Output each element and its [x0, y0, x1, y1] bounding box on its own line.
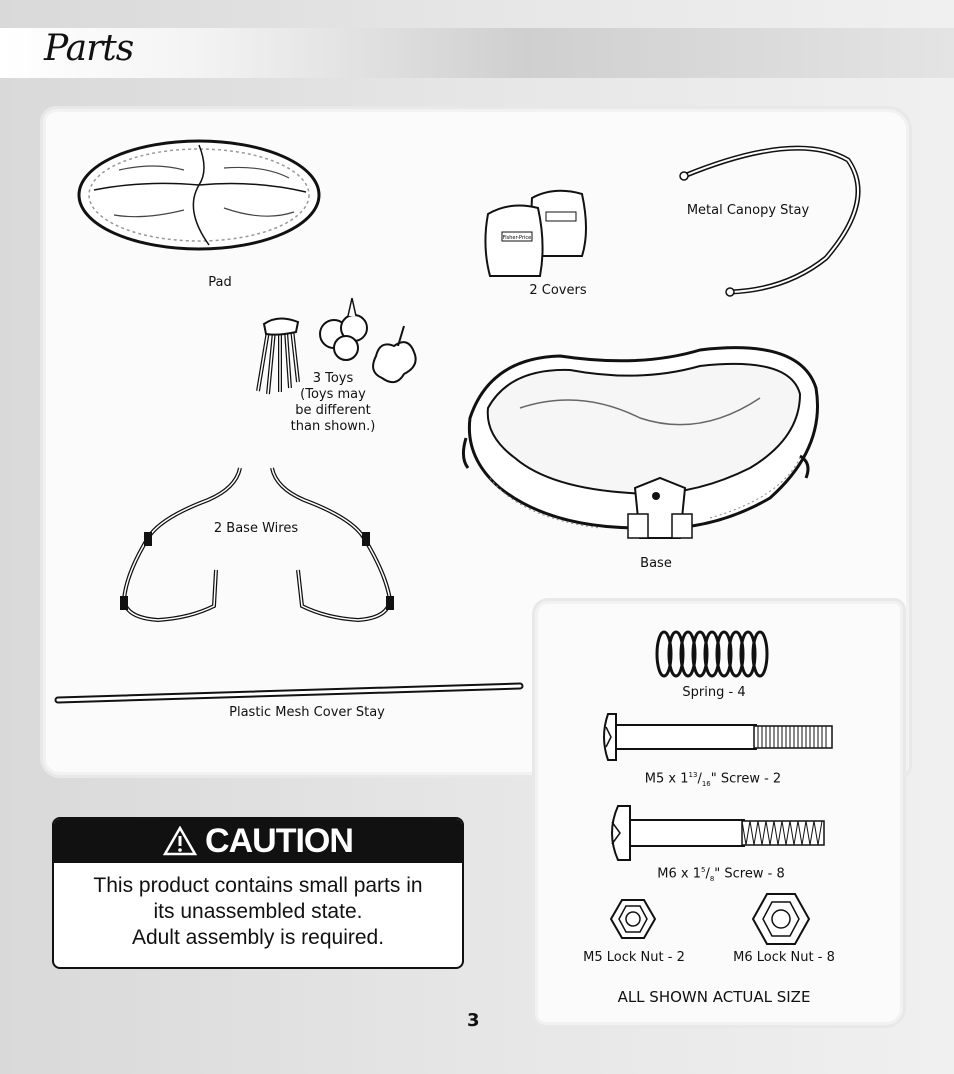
m5-nut-label: M5 Lock Nut - 2	[583, 950, 685, 965]
caution-title: CAUTION	[205, 821, 353, 860]
base-illustration	[460, 328, 826, 552]
spring-label: Spring - 4	[682, 685, 746, 700]
canopy-stay-illustration	[676, 140, 866, 300]
mesh-stay-illustration	[54, 680, 524, 704]
m6-nut-illustration	[752, 892, 810, 946]
m6-nut-label: M6 Lock Nut - 8	[733, 950, 835, 965]
m6-screw-label: M6 x $1^5/_8$" Screw - 8	[657, 866, 785, 883]
m5-nut-illustration	[610, 898, 656, 940]
spring-illustration	[654, 628, 772, 680]
caution-line: Adult assembly is required.	[131, 926, 385, 949]
covers-illustration	[482, 186, 592, 281]
caution-header	[54, 819, 462, 863]
covers-label: 2 Covers	[529, 283, 587, 298]
base-wires-illustration	[112, 460, 412, 624]
pad-label: Pad	[208, 275, 232, 290]
toys-label: 3 Toys (Toys may be different than shown.)	[290, 371, 376, 434]
m5-screw-illustration	[598, 712, 836, 762]
title-bar	[0, 28, 954, 78]
mesh-stay-label: Plastic Mesh Cover Stay	[229, 705, 385, 720]
warning-triangle-icon	[163, 826, 197, 856]
canopy-stay-label: Metal Canopy Stay	[686, 203, 810, 218]
pad-illustration	[74, 140, 324, 260]
page-number: 3	[467, 1010, 480, 1031]
m6-screw-illustration	[604, 804, 828, 862]
brand-mark: Fisher-Price	[502, 235, 532, 241]
base-label: Base	[640, 556, 672, 571]
base-wires-label: 2 Base Wires	[213, 521, 299, 536]
caution-line: This product contains small parts in	[93, 874, 423, 897]
caution-text	[54, 863, 462, 951]
caution-line: its unassembled state.	[153, 900, 363, 923]
scale-note: ALL SHOWN ACTUAL SIZE	[617, 988, 811, 1006]
m5-screw-label: M5 x $1^{13}/_{16}$" Screw - 2	[644, 771, 782, 788]
caution-box	[52, 817, 464, 969]
page-title: Parts	[44, 28, 134, 69]
